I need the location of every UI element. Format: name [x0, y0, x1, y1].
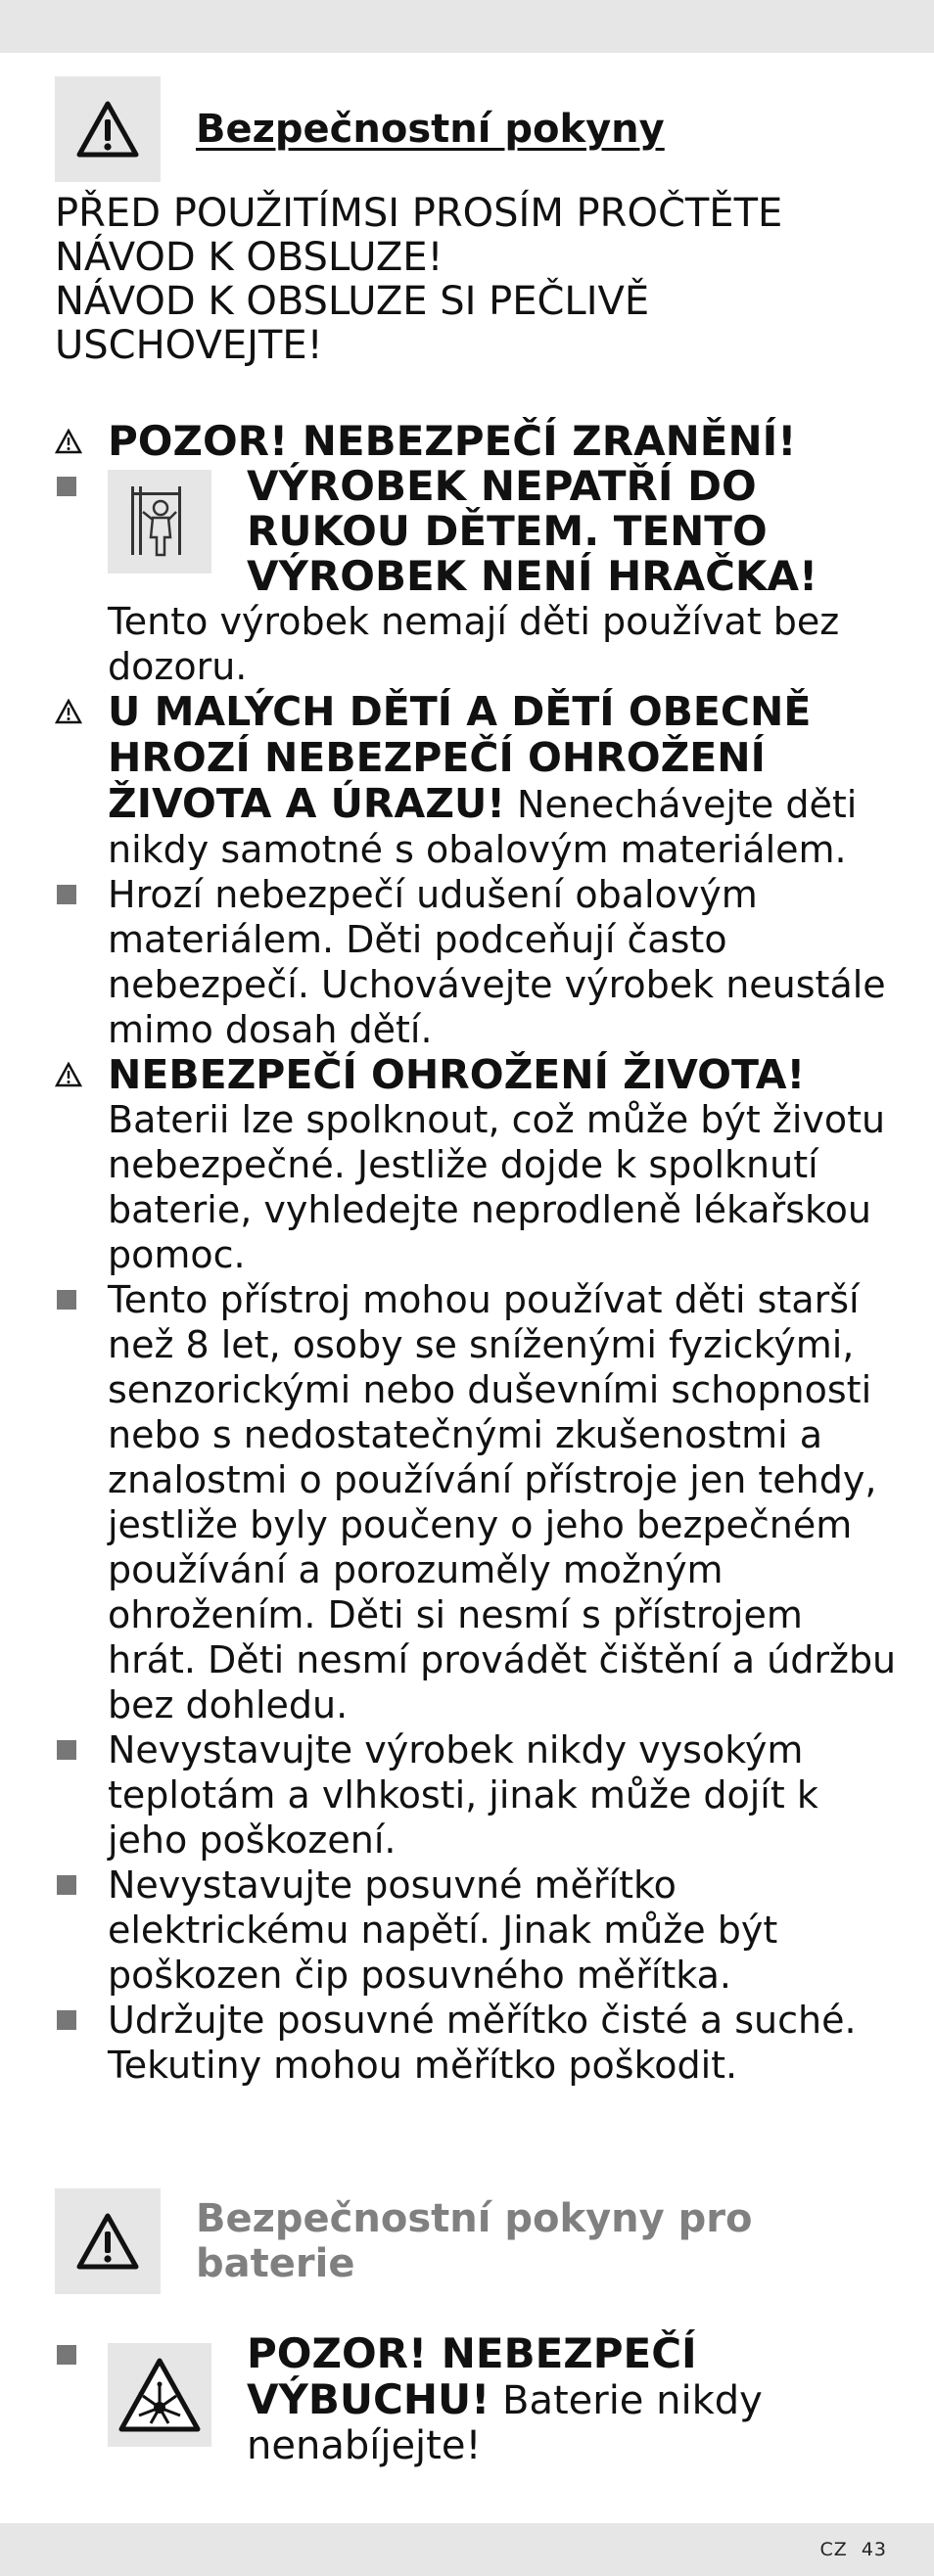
square-bullet-icon — [57, 1740, 76, 1760]
footer-bar — [0, 2523, 934, 2576]
section-header-battery — [55, 2188, 822, 2294]
intro-line: NÁVOD K OBSLUZE SI PEČLIVĚ — [55, 279, 650, 324]
item-text: Tento přístroj mohou používat děti starší než 8 let, osoby se sníženými fyzickými, senzorickými nebo duševními schopnosti nebo s nedostatečnými zkušenostmi a znalostmi o používání přístroje jen tehdy, jestliže byly poučeny o jeho bezpečném používání a porozuměly možným ohrožením. Děti si nesmí s přístrojem hrát. Děti nesmí provádět čištění a údržbu bez dohledu. — [108, 1278, 897, 1726]
list-item — [55, 1998, 897, 2088]
square-bullet-icon — [57, 2010, 76, 2030]
intro-line: NÁVOD K OBSLUZE! — [55, 235, 444, 280]
warning-triangle-icon — [55, 76, 161, 182]
list-item — [55, 872, 897, 1052]
list-item — [55, 1727, 897, 1863]
square-bullet-icon — [57, 1875, 76, 1895]
square-bullet-icon — [57, 885, 76, 904]
page-number — [807, 2539, 887, 2560]
intro-line: PŘED POUŽITÍMSI PROSÍM PROČTĚTE — [55, 191, 783, 236]
section-header-safety — [55, 76, 665, 182]
list-item — [55, 1052, 897, 1277]
intro-notice — [55, 192, 897, 368]
small-warning-triangle-icon — [55, 429, 82, 454]
item-text: Nevystavujte výrobek nikdy vysokým teplotám a vlhkosti, jinak může dojít k jeho poškození. — [108, 1728, 818, 1862]
square-bullet-icon — [57, 1290, 76, 1310]
page-lang: CZ — [819, 2539, 848, 2560]
item-bold: NEBEZPEČÍ OHROŽENÍ ŽIVOTA! — [108, 1051, 806, 1098]
explosion-warning-icon — [108, 2343, 211, 2447]
item-text: Nevystavujte posuvné měřítko elektrickému napětí. Jinak může být poškozen čip posuvného měřítka. — [108, 1863, 778, 1997]
no-children-icon — [108, 470, 211, 574]
safety-list — [55, 419, 897, 2088]
list-item — [55, 419, 897, 464]
list-item — [55, 464, 897, 689]
item-text: Baterii lze spolknout, což může být životu nebezpečné. Jestliže dojde k spolknutí baterie, vyhledejte neprodleně lékařskou pomoc. — [108, 1098, 886, 1276]
intro-line: USCHOVEJTE! — [55, 323, 323, 368]
square-bullet-icon — [57, 477, 76, 496]
list-item — [55, 689, 897, 872]
warning-triangle-icon — [55, 2188, 161, 2294]
list-item — [55, 1277, 897, 1727]
item-bold: VÝROBEK NEPATŘÍ DO RUKOU DĚTEM. TENTO VÝROBEK NENÍ HRAČKA! — [247, 462, 818, 600]
item-text: Nenechávejte děti nikdy samotné s obalovým materiálem. — [108, 783, 858, 871]
page-number-value: 43 — [861, 2539, 887, 2560]
section-title: Bezpečnostní pokyny pro baterie — [196, 2196, 753, 2286]
item-text: Baterie nikdy nenabíjejte! — [247, 2378, 763, 2468]
top-bar — [0, 0, 934, 53]
small-warning-triangle-icon — [55, 699, 82, 724]
item-text: Tento výrobek nemají děti používat bez dozoru. — [108, 600, 840, 688]
item-bold: U MALÝCH DĚTÍ A DĚTÍ OBECNĚ HROZÍ NEBEZPEČÍ OHROŽENÍ ŽIVOTA A ÚRAZU! — [108, 688, 812, 827]
item-text: Hrozí nebezpečí udušení obalovým materiálem. Děti podceňují často nebezpečí. Uchovávejte výrobek neustále mimo dosah dětí. — [108, 873, 886, 1051]
battery-warning-text — [247, 2331, 854, 2468]
item-bold: POZOR! NEBEZPEČÍ ZRANĚNÍ! — [108, 417, 797, 465]
small-warning-triangle-icon — [55, 1062, 82, 1087]
list-item — [55, 1863, 897, 1998]
square-bullet-icon — [57, 2345, 76, 2365]
section-title: Bezpečnostní pokyny — [196, 107, 665, 152]
item-text: Udržujte posuvné měřítko čisté a suché. Tekutiny mohou měřítko poškodit. — [108, 1999, 857, 2087]
item-bold: POZOR! NEBEZPEČÍ VÝBUCHU! — [247, 2329, 697, 2423]
